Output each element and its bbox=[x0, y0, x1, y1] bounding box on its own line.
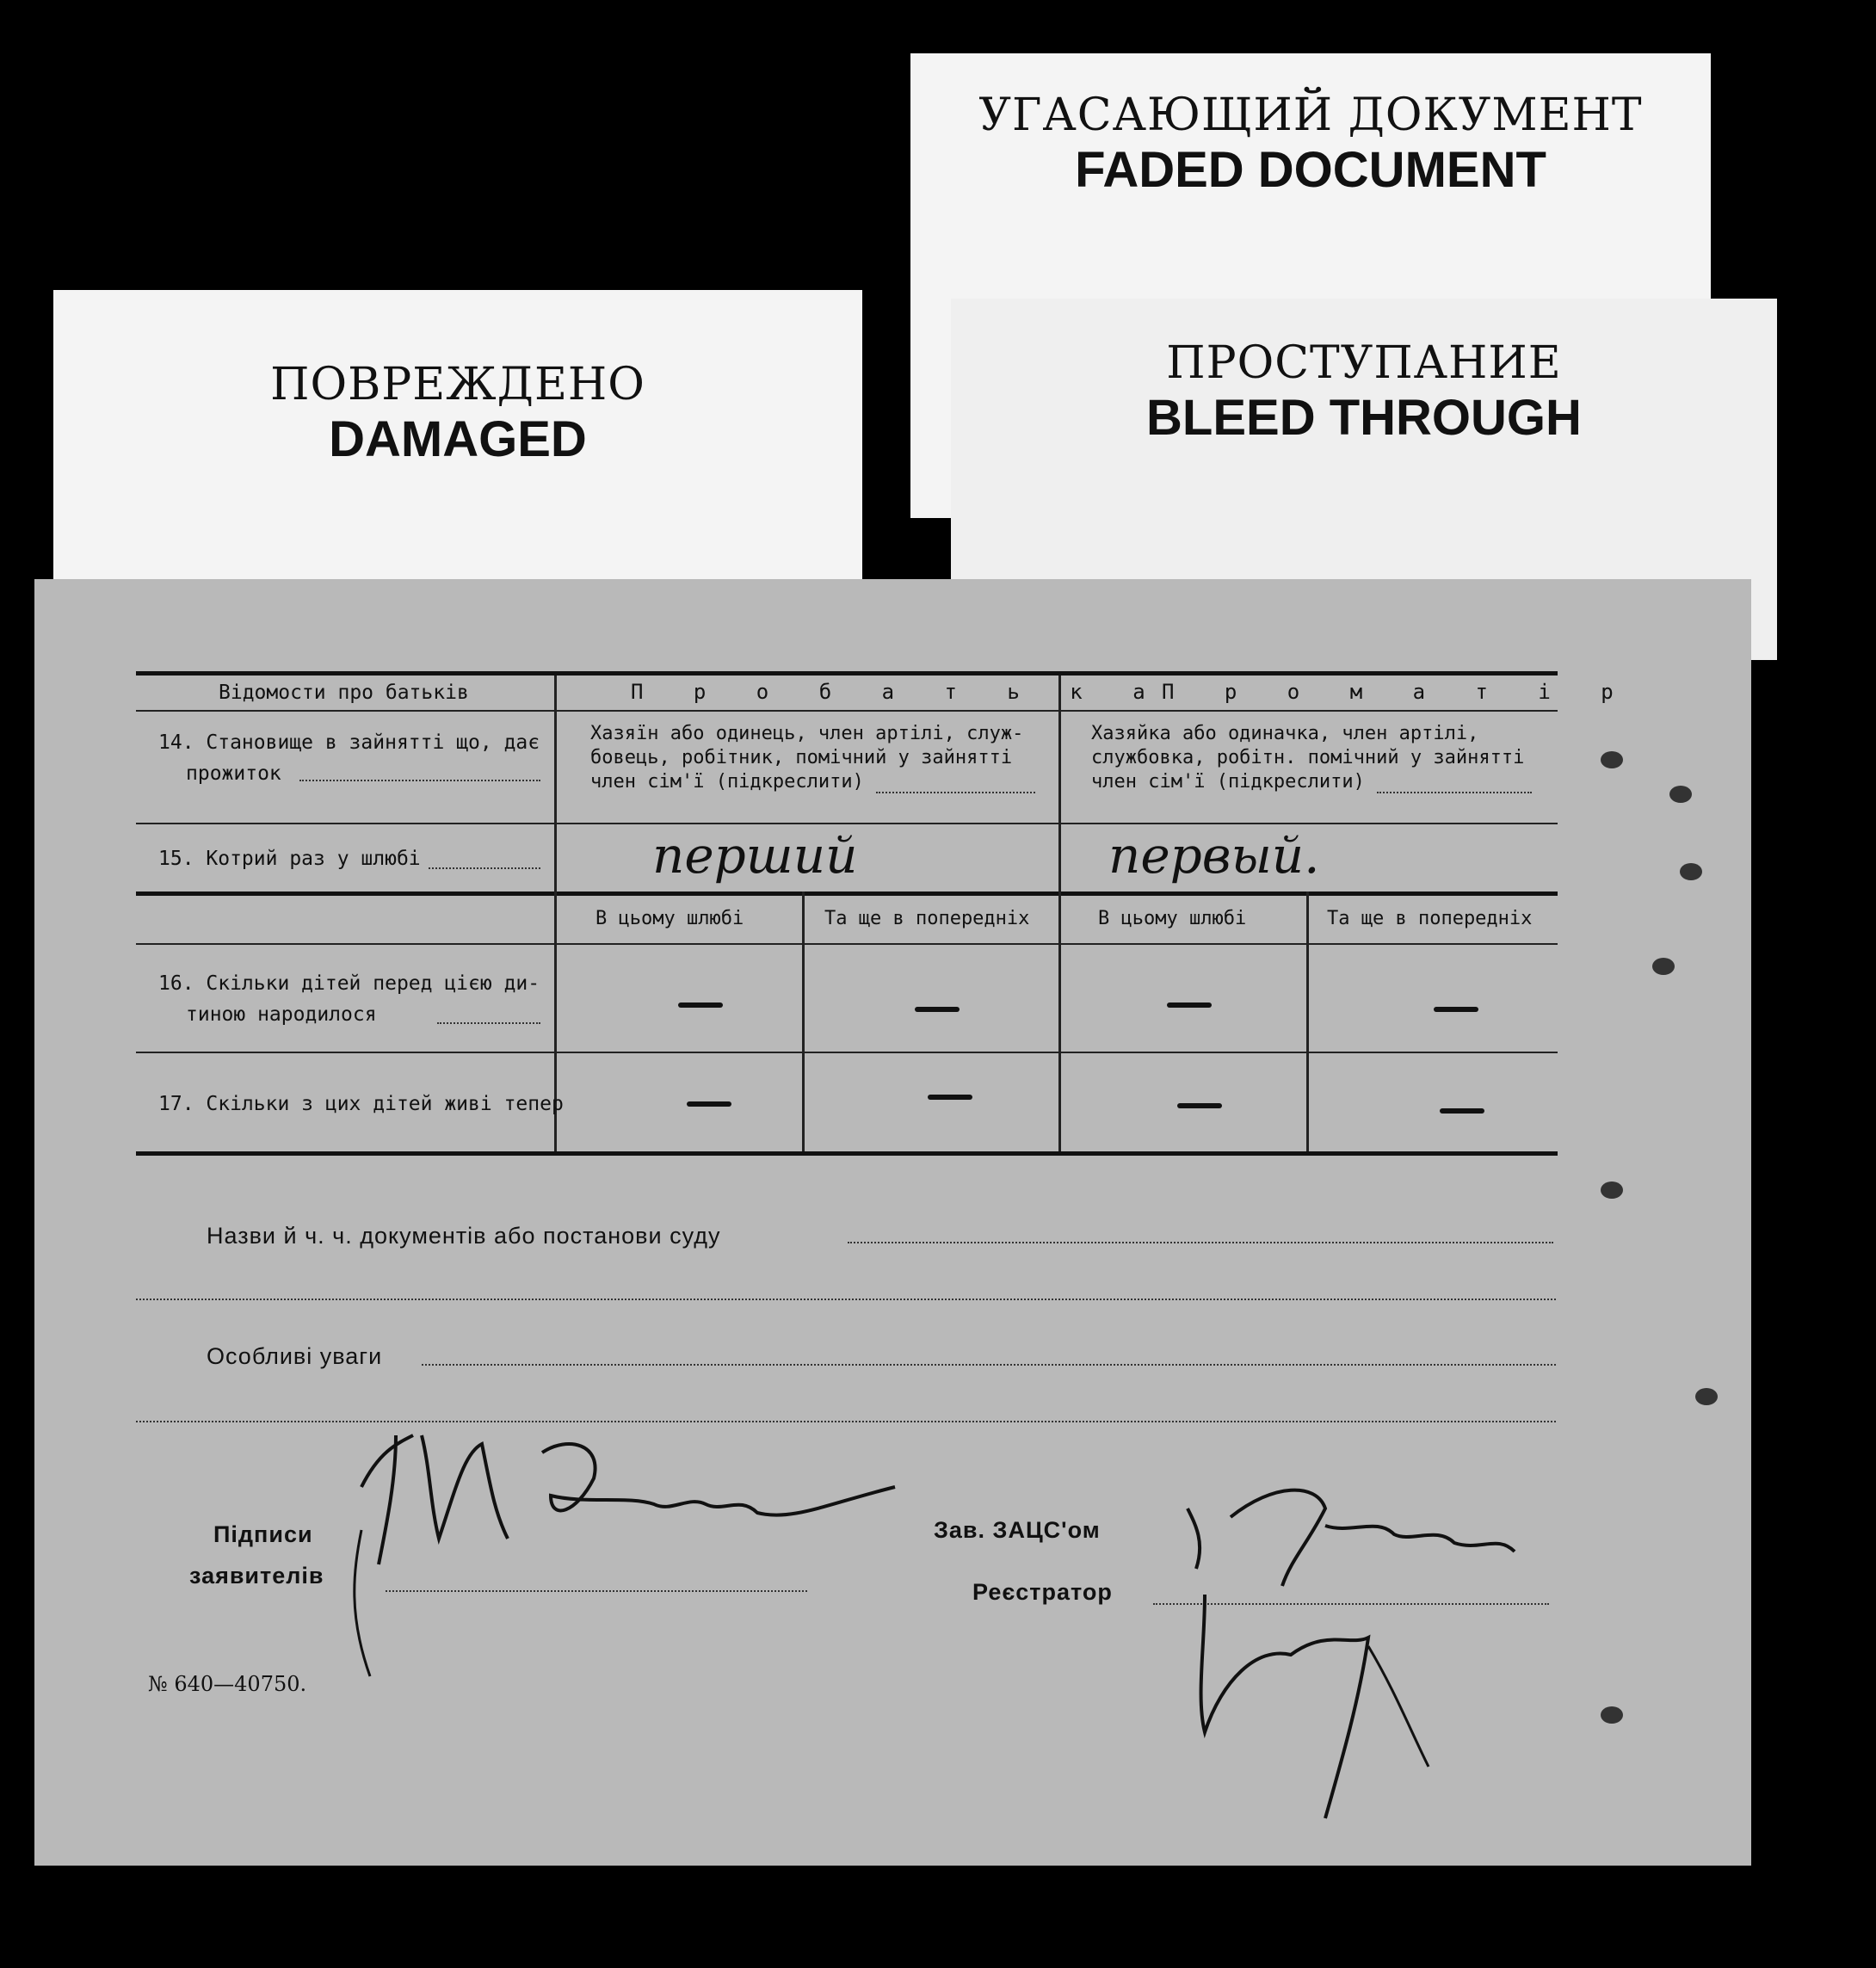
head-registry-label: Зав. ЗАЦС'ом bbox=[934, 1517, 1101, 1543]
subheader-mother-previous: Та ще в попередніх bbox=[1327, 908, 1533, 929]
row14-mother-line3: член сім'ї (підкреслити) bbox=[1091, 771, 1365, 793]
subheader-father-previous: Та ще в попередніх bbox=[824, 908, 1030, 929]
row14-father-line2: бовець, робітник, помічний у зайнятті bbox=[590, 747, 1013, 768]
row17-mother-prev-dash bbox=[1440, 1108, 1484, 1114]
applicants-signature-label-line1: Підписи bbox=[213, 1521, 313, 1547]
remarks-label: Особливі уваги bbox=[207, 1343, 383, 1369]
row17-mother-this-dash bbox=[1177, 1103, 1222, 1108]
row16-mother-this-dash bbox=[1167, 1003, 1212, 1008]
row16-label-line2: тиною народилося bbox=[186, 1003, 377, 1026]
row14-father-line3: член сім'ї (підкреслити) bbox=[590, 771, 864, 793]
punch-hole bbox=[1601, 1706, 1623, 1724]
documents-label: Назви й ч. ч. документів або постанови суду bbox=[207, 1223, 721, 1249]
header-parents-info: Відомости про батьків bbox=[219, 682, 469, 704]
faded-label-en: FADED DOCUMENT bbox=[1075, 142, 1546, 198]
row14-mother-line1: Хазяйка або одиначка, член артілі, bbox=[1091, 723, 1479, 744]
row16-father-prev-dash bbox=[915, 1007, 960, 1012]
registrar-label: Реєстратор bbox=[972, 1579, 1113, 1605]
row16-mother-prev-dash bbox=[1434, 1007, 1478, 1012]
damaged-label-card bbox=[53, 290, 862, 600]
applicant-signature bbox=[344, 1418, 912, 1693]
form-number: № 640—40750. bbox=[148, 1672, 307, 1696]
row15-label: 15. Котрий раз у шлюбі bbox=[158, 848, 421, 870]
punch-hole bbox=[1695, 1388, 1718, 1405]
row17-label: 17. Скільки з цих дітей живі тепер bbox=[158, 1093, 564, 1115]
row15-mother-handwritten: первый. bbox=[1108, 826, 1320, 885]
row17-father-prev-dash bbox=[928, 1095, 972, 1100]
row16-father-this-dash bbox=[678, 1003, 723, 1008]
document-sheet bbox=[34, 579, 1751, 1866]
punch-hole bbox=[1669, 786, 1692, 803]
bleed-label-ru: ПРОСТУПАНИЕ bbox=[1166, 337, 1562, 389]
row15-father-handwritten: перший bbox=[652, 826, 858, 885]
head-signature bbox=[1153, 1474, 1549, 1835]
subheader-mother-this-marriage: В цьому шлюбі bbox=[1098, 908, 1247, 929]
punch-hole bbox=[1652, 958, 1675, 975]
row16-label-line1: 16. Скільки дітей перед цією ди- bbox=[158, 972, 540, 995]
punch-hole bbox=[1680, 863, 1702, 880]
row17-father-this-dash bbox=[687, 1101, 731, 1107]
row14-label-line1: 14. Становище в зайнятті що, дає bbox=[158, 731, 540, 754]
damaged-label-en: DAMAGED bbox=[329, 411, 587, 467]
punch-hole bbox=[1601, 751, 1623, 768]
header-about-mother: П р о м а т і р bbox=[1162, 680, 1632, 704]
row14-mother-line2: службовка, робітн. помічний у зайнятті bbox=[1091, 747, 1525, 768]
faded-label-ru: УГАСАЮЩИЙ ДОКУМЕНТ bbox=[978, 89, 1643, 141]
applicants-signature-label-line2: заявителів bbox=[189, 1563, 324, 1589]
bleed-label-en: BLEED THROUGH bbox=[1146, 390, 1582, 446]
damaged-label-ru: ПОВРЕЖДЕНО bbox=[270, 359, 645, 410]
subheader-father-this-marriage: В цьому шлюбі bbox=[596, 908, 744, 929]
header-about-father: П р о б а т ь к а bbox=[631, 680, 1164, 704]
row14-father-line1: Хазяїн або одинець, член артілі, служ- bbox=[590, 723, 1024, 744]
row14-label-line2: прожиток bbox=[186, 762, 281, 785]
punch-hole bbox=[1601, 1181, 1623, 1199]
